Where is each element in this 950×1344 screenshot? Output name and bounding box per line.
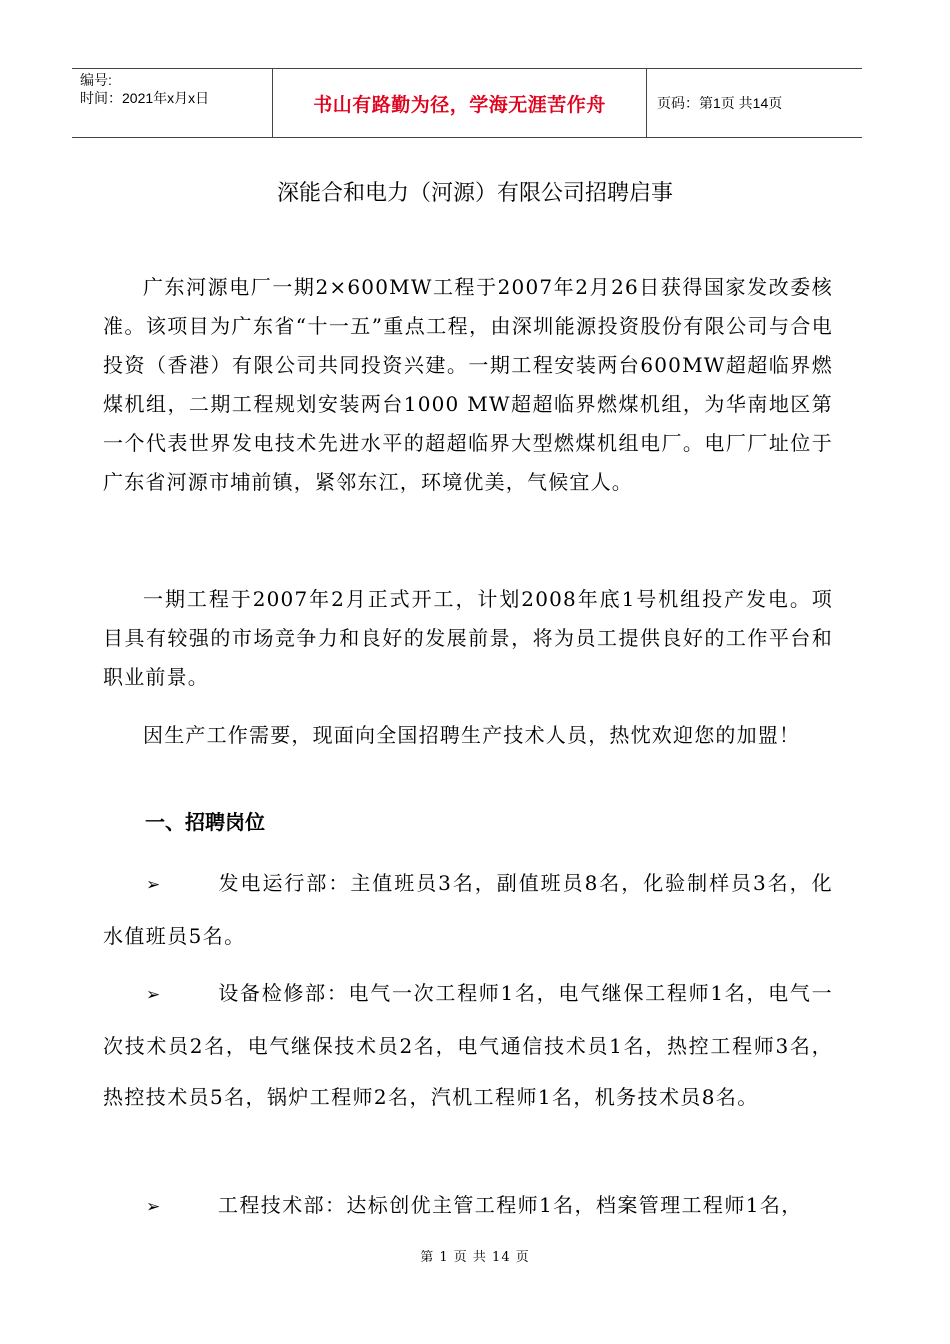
header-motto: 书山有路勤为径，学海无涯苦作舟 [313, 93, 606, 116]
header-page-number: 页码：第1页 共14页 [657, 95, 783, 111]
position-text: 设备检修部：电气一次工程师1名，电气继保工程师1名，电气一次技术员2名，电气继保技术员2名，电气通信技术员1名，热控工程师3名，热控技术员5名，锅炉工程师2名，汽机工程师1名，机务技术员8名。 [103, 981, 833, 1109]
header-meta [72, 69, 272, 137]
arrow-bullet-icon: ➢ [146, 875, 162, 895]
section-heading: 一、招聘岗位 [145, 810, 265, 834]
arrow-bullet-icon: ➢ [146, 985, 162, 1005]
page-header [72, 68, 862, 138]
position-text: 发电运行部：主值班员3名，副值班员8名，化验制样员3名，化水值班员5名。 [103, 871, 833, 948]
position-item-maintenance [103, 968, 833, 1123]
document-number-label: 编号: [80, 72, 112, 88]
arrow-bullet-icon: ➢ [146, 1197, 162, 1217]
page-footer: 第 1 页 共 14 页 [420, 1250, 530, 1265]
intro-paragraph [103, 268, 833, 502]
invitation-paragraph [103, 716, 833, 755]
header-page-cell [647, 69, 862, 137]
header-motto-cell [272, 69, 647, 137]
position-text: 工程技术部：达标创优主管工程师1名，档案管理工程师1名， [218, 1193, 803, 1217]
paragraph-text: 广东河源电厂一期2×600MW工程于2007年2月26日获得国家发改委核准。该项目为广东省“十一五”重点工程，由深圳能源投资股份有限公司与合电投资（香港）有限公司共同投资兴建。一期工程安装两台600MW超超临界燃煤机组，二期工程规划安装两台1000 MW超超临界燃煤机组，为华南地区第一个代表世界发电技术先进水平的超超临界大型燃煤机组电厂。电厂厂址位于广东省河源市埔前镇，紧邻东江，环境优美，气候宜人。 [103, 275, 833, 494]
position-item-engineering [103, 1180, 833, 1233]
document-title: 深能合和电力（河源）有限公司招聘启事 [276, 181, 673, 206]
position-item-operations [103, 858, 833, 962]
document-time-label: 时间：2021年x月x日 [80, 90, 210, 106]
paragraph-text: 一期工程于2007年2月正式开工，计划2008年底1号机组投产发电。项目具有较强的市场竞争力和良好的发展前景，将为员工提供良好的工作平台和职业前景。 [103, 587, 833, 689]
paragraph-text: 因生产工作需要，现面向全国招聘生产技术人员，热忱欢迎您的加盟！ [143, 723, 801, 747]
schedule-paragraph [103, 580, 833, 697]
